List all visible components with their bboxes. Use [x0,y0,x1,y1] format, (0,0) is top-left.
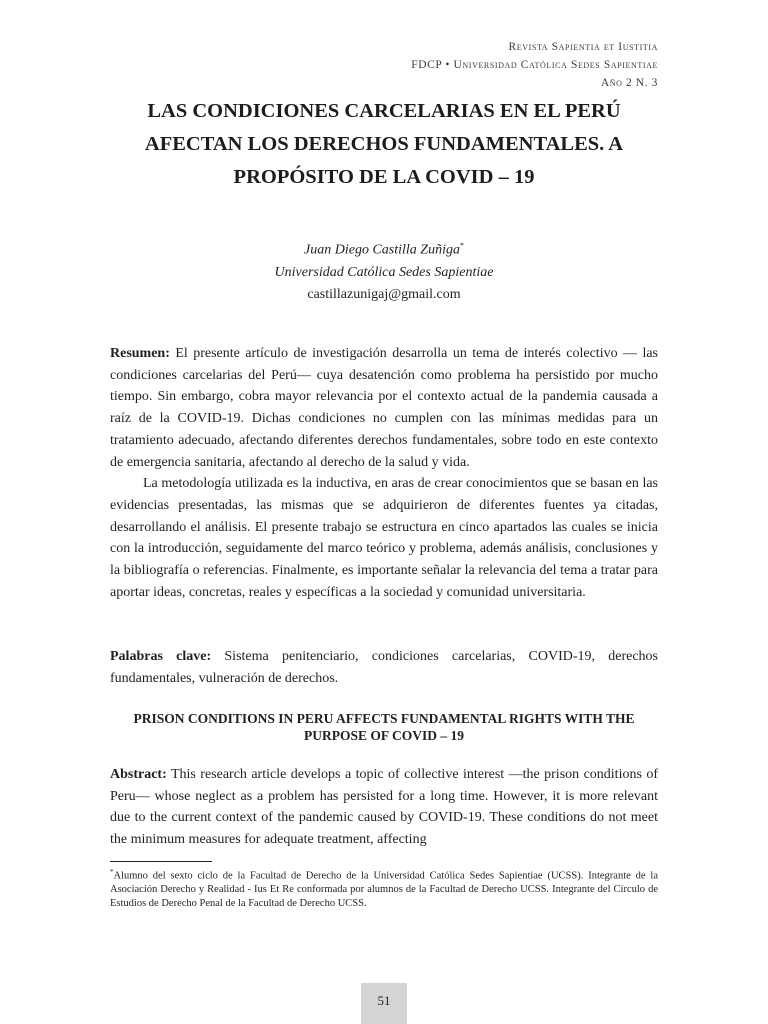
keywords-section [110,646,658,689]
resumen-text-1: El presente artículo de investigación desarrolla un tema de interés colectivo — las condiciones carcelarias del Perú— cuya desatención como problema ha persistido por mucho tiempo. Sin embargo, cobra mayor relevancia por el contexto actual de la pandemia causada a raíz de la COVID-19. Dichas condiciones no cumplen con las mínimas medidas para un tratamiento adecuado, afectando diferentes derechos fundamentales, sobre todo en este contexto de emergencia sanitaria, afectando al derecho de la salud y vida. [110,346,659,470]
footnote-divider [110,861,212,862]
author-email: castillazunigaj@gmail.com [307,286,461,302]
footnote-text: Alumno del sexto ciclo de la Facultad de Derecho de la Universidad Católica Sedes Sapientiae (UCSS). Integrante de la Asociación Derecho y Realidad - Ius Et Re conformada por alumnos de la Facultad de Derecho UCSS. Integrante del Círculo de Estudios de Derecho Penal de la Facultad de Derecho UCSS. [110,870,658,910]
footnote [110,866,658,911]
keywords-label: Palabras clave: [110,649,212,664]
resumen-section [110,343,658,603]
abstract-text: This research article develops a topic of collective interest —the prison conditions of Peru— whose neglect as a problem has persisted for a long time. However, it is more relevant due to the current context of the pandemic caused by COVID-19. These conditions do not meet the minimum measures for adequate treatment, affecting [110,767,659,848]
abstract-label: Abstract: [110,767,167,782]
page-number-box [361,983,407,1024]
author-footnote-mark: * [459,241,464,250]
page-number: 51 [377,993,391,1008]
resumen-paragraph-2: La metodología utilizada es la inductiva, en aras de crear conocimientos que se basan en las evidencias presentadas, las mismas que se adquirieron de diferentes fuentes ya citadas, desarrollando el análisis. El presente trabajo se estructura en cinco apartados las cuales se inicia con la introducción, seguidamente del marco teórico y problema, además análisis, conclusiones y la bibliografía o referencias. Finalmente, es importante señalar la relevancia del tema a tratar para aportar ideas, concretas, reales y específicas a la sociedad y comunidad universitaria. [110,476,658,600]
institution-name: FDCP • Universidad Católica Sedes Sapientiae [411,59,658,71]
article-title: LAS CONDICIONES CARCELARIAS EN EL PERÚ AFECTAN LOS DERECHOS FUNDAMENTALES. A PROPÓSITO DE LA COVID – 19 [144,100,624,188]
author-name: Juan Diego Castilla Zuñiga [304,242,460,258]
abstract-section [110,764,658,851]
keywords-text: Sistema penitenciario, condiciones carcelarias, COVID-19, derechos fundamentales, vulneración de derechos. [110,649,659,686]
author-block [0,235,768,306]
journal-name: Revista Sapientia et Iustitia [508,41,658,53]
resumen-label: Resumen: [110,346,170,361]
english-title: PRISON CONDITIONS IN PERU AFFECTS FUNDAMENTAL RIGHTS WITH THE PURPOSE OF COVID – 19 [133,711,635,743]
running-header [411,38,658,92]
author-name-line [0,235,768,262]
author-affiliation: Universidad Católica Sedes Sapientiae [274,264,494,280]
resumen-paragraph-1 [110,343,658,473]
footnote-mark: * [110,868,114,876]
issue-number: Año 2 N. 3 [600,77,658,89]
